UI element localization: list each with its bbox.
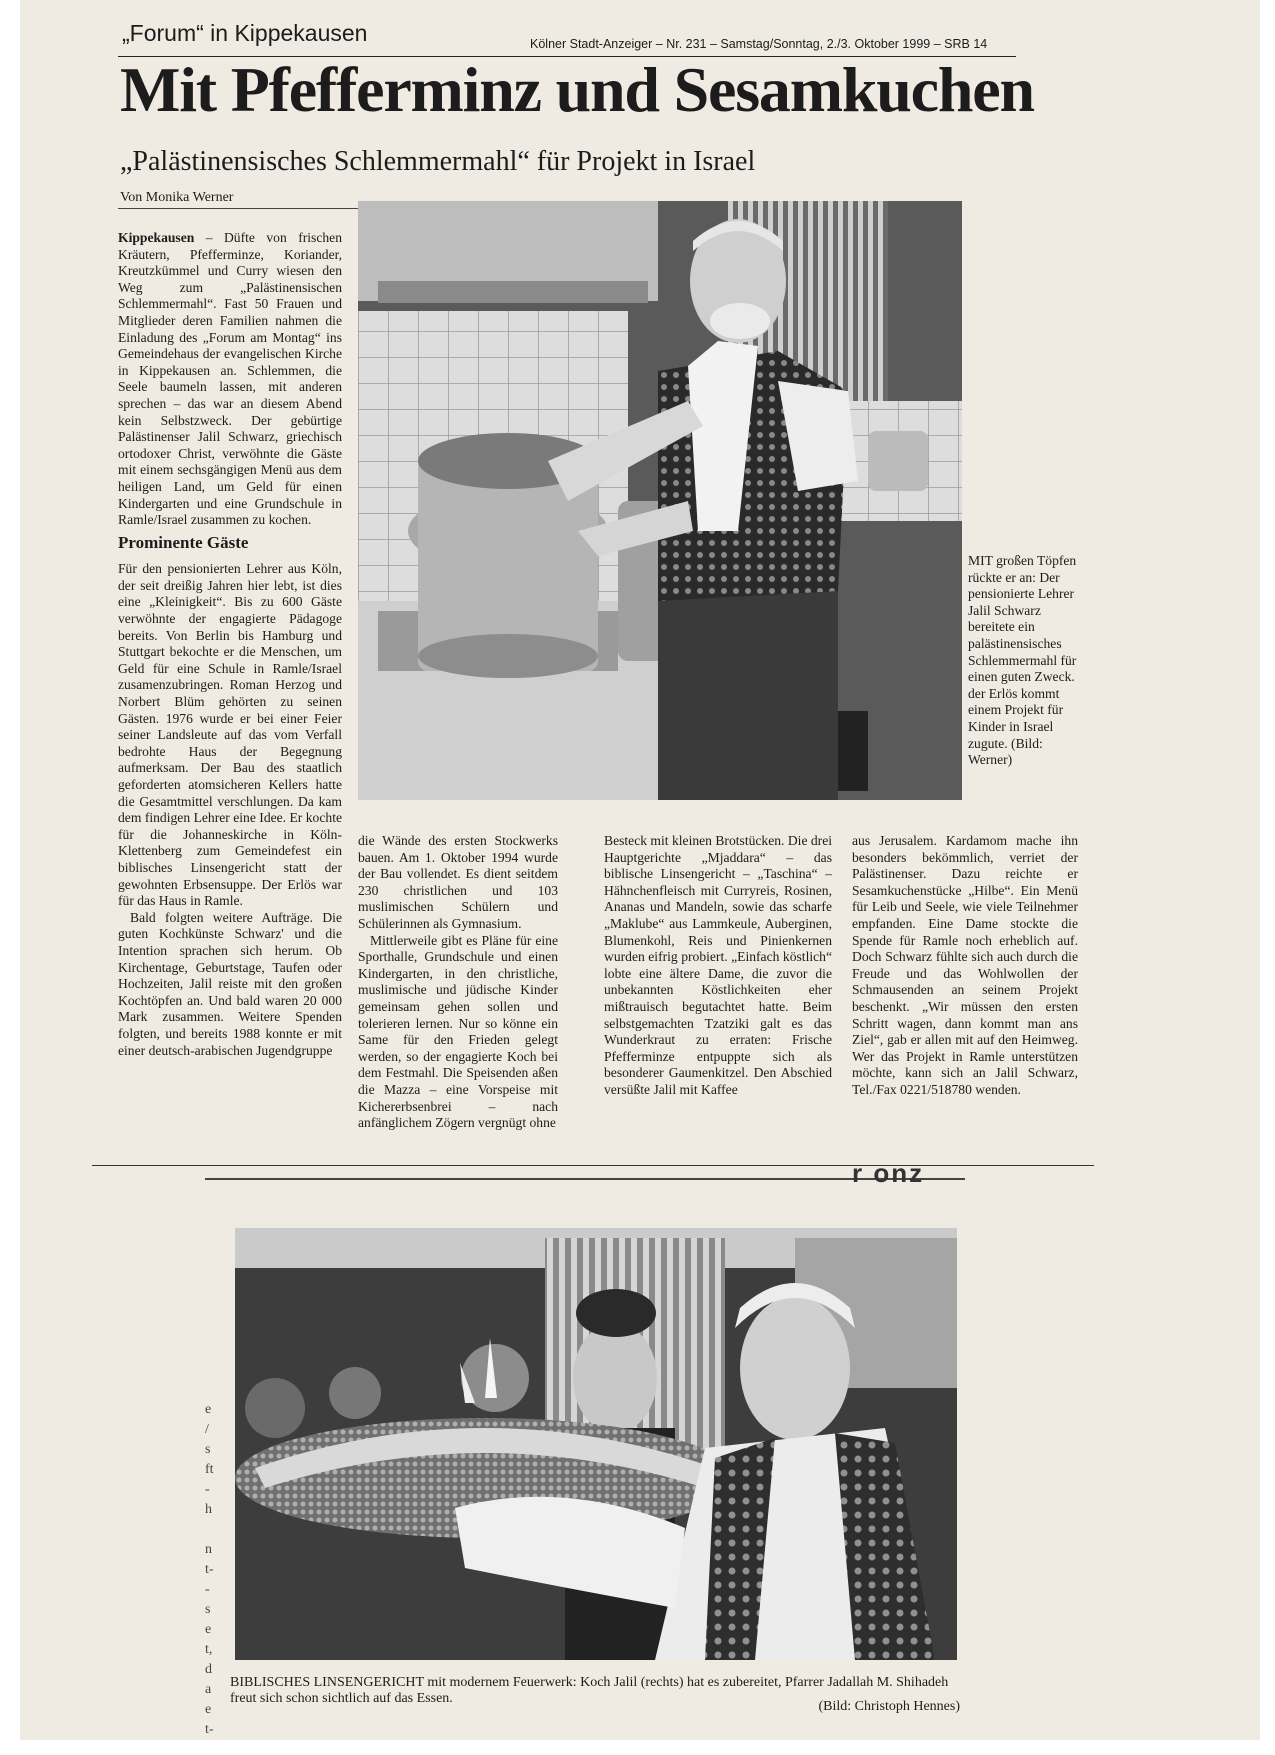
margin-char: n — [205, 1542, 212, 1557]
margin-char: e — [205, 1702, 212, 1717]
paragraph: Mittlerweile gibt es Pläne für eine Sporthalle, Grundschule und einen Kindergarten, in den christliche, muslimische und jüdische Kinder gemeinsam gehen sollen und tolerieren lernen. Nur so könne ein Same für den Frieden gelegt werden, so der engagierte Koch bei dem Festmahl. Die Speisenden aßen die Mazza – eine Vorspeise mit Kichererbsenbrei – nach anfänglichem Zögern vergnügt ohne — [358, 932, 558, 1131]
cut-off-margin-text — [205, 1400, 217, 1740]
article-column-1 — [118, 230, 342, 1059]
paragraph: aus Jerusalem. Kardamom mache ihn besonders bekömmlich, verriet der Palästinenser. Dazu reichte er Sesamkuchenstücke „Hilbe“. Ein Menü für Leib und Seele, wie viele Teilnehmer empfanden. Eine Dame stockte die Spende für Ramle noch erheblich auf. Doch Schwarz fühlte sich auch durch die Freude und das Wohlwollen der Schmausenden an seinem Projekt beschenkt. „Wir müssen den ersten Schritt wagen, dann kommt man ans Ziel“, gab er allen mit auf den Heimweg. Wer das Projekt in Ramle unterstützen möchte, kann sich an Jalil Schwarz, Tel./Fax 0221/518780 wenden. — [852, 833, 1078, 1097]
photo-cook-at-stove — [358, 201, 962, 800]
paragraph: Bald folgten weitere Aufträge. Die guten Kochkünste Schwarz' und die Intention sprachen sich herum. Ob Kirchentage, Geburtstage, Taufen oder Hochzeiten, Jalil reiste mit den großen Kochtöpfen an. Und bald waren 20 000 Mark zusammen. Weitere Spenden folgten, und bereits 1988 konnte er mit einer deutsch-arabischen Jugendgruppe — [118, 909, 342, 1058]
article-column-3 — [604, 833, 832, 1099]
lead-paragraph: – Düfte von frischen Kräutern, Pfefferminze, Koriander, Kreutzkümmel und Curry wiesen den Weg zum „Palästinensischen Schlemmermahl“. Fast 50 Frauen und Mitglieder deren Familien nahmen die Einladung des „Forum am Montag“ ins Gemeindehaus der evangelischen Kirche in Kippekausen an. Schlemmen, die Seele baumeln lassen, mit anderen sprechen – das war an diesem Abend kein Selbstzweck. Der gebürtige Palästinenser Jalil Schwarz, griechisch ortodoxer Christ, verwöhnte die Gäste mit einem sechsgängigen Menü aus dem heiligen Land, um Geld für einen Kindergarten und eine Grundschule in Ramle/Israel zusammen zu kochen. — [118, 230, 342, 528]
paragraph: Für den pensionierten Lehrer aus Köln, der seit dreißig Jahren hier lebt, ist dies eine „Kleinigkeit“. Bis zu 600 Gäste verwöhnte der engagierte Pädagoge bereits. Von Berlin bis Hamburg und Stuttgart bekochte er die Menschen, um Geld für eine Schule in Ramle/Israel zusamenzubringen. Roman Herzog und Norbert Blüm gehörten zu seinen Gästen. 1976 wurde er bei einer Feier seiner Landsleute auf das vom Verfall bedrohte Haus der Begegnung aufmerksam. Der Bau des staatlich geforderten atomsicheren Kellers hatte die Gesamtmittel verschlungen. Da kam dem findigen Lehrer eine Idee. Er kochte für die Johanneskirche in Köln-Klettenberg zum Gemeindefest ein biblisches Linsengericht statt der gewohnten Erbsensuppe. Der Erlös war für das Haus in Ramle. — [118, 561, 342, 909]
margin-char: h — [205, 1502, 212, 1517]
margin-char: e — [205, 1622, 212, 1637]
section-label: „Forum“ in Kippekausen — [122, 20, 368, 46]
margin-char: s — [205, 1442, 211, 1457]
margin-char — [205, 1520, 217, 1540]
margin-char: ft — [205, 1462, 214, 1477]
subheadline: „Palästinensisches Schlemmermahl“ für Projekt in Israel — [120, 146, 756, 177]
margin-char: t- — [205, 1722, 214, 1737]
photo-2-caption — [230, 1675, 960, 1714]
paragraph: Besteck mit kleinen Brotstücken. Die drei Hauptgerichte „Mjaddara“ – das biblische Linsengericht – „Taschina“ – Hähnchenfleisch mit Curryreis, Rosinen, Ananas und Mandeln, sowie das scharfe „Maklube“ aus Lammkeule, Auberginen, Blumenkohl, Reis und Pinienkernen wurden eifrig probiert. „Einfach köstlich“ lobte eine ältere Dame, die zuvor die unbekannten Köstlichkeiten eher mißtrauisch begutachtet hatte. Beim selbstgemachten Tzatziki galt es das Wunderkraut zu erraten: Frische Pfefferminze entpuppte sich als besonderer Gaumenkitzel. Den Abschied versüßte Jalil mit Kaffee — [604, 833, 833, 1097]
caption-text: mit modernem Feuerwerk: Koch Jalil (rechts) hat es zubereitet, Pfarrer Jadallah M. Shihadeh freut sich schon sichtlich auf das Essen. — [230, 1675, 949, 1706]
margin-char: - — [205, 1582, 210, 1597]
margin-char: t, — [205, 1642, 213, 1657]
article-column-4 — [852, 833, 1078, 1099]
margin-char: / — [205, 1422, 209, 1437]
byline: Von Monika Werner — [120, 190, 234, 205]
photo-1-caption — [968, 553, 1078, 769]
separator-rule — [92, 1165, 1094, 1166]
margin-char: e — [205, 1402, 212, 1417]
photo-festive-lentil-dish — [235, 1228, 957, 1660]
publication-info: Kölner Stadt-Anzeiger – Nr. 231 – Samstag/Sonntag, 2./3. Oktober 1999 – SRB 14 — [530, 37, 988, 51]
lead-place: Kippekausen — [118, 230, 195, 245]
caption-text: MIT großen Töpfen rückte er an: Der pensionierte Lehrer Jalil Schwarz bereitete ein palästinensisches Schlemmermahl für einen guten Zweck. der Erlös kommt einem Projekt für Kinder in Israel zugute. — [968, 553, 1077, 751]
subheading: Prominente Gäste — [118, 532, 249, 552]
photo-credit: (Bild: Christoph Hennes) — [818, 1699, 960, 1714]
margin-char: - — [205, 1482, 210, 1497]
paragraph: die Wände des ersten Stockwerks bauen. Am 1. Oktober 1994 wurde der Bau vollendet. Es dient seitdem 230 christlichen und 103 muslimischen Schülern und Schülerinnen als Gymnasium. — [358, 833, 558, 931]
cut-off-heading-fragment: r onz — [852, 1158, 925, 1188]
photo-credit: (Bild: Werner) — [968, 735, 1043, 768]
byline-rule — [118, 208, 360, 209]
margin-char: d — [205, 1662, 212, 1677]
margin-char: s — [205, 1602, 211, 1617]
headline: Mit Pfefferminz und Sesamkuchen — [120, 54, 1034, 125]
margin-char: a — [205, 1682, 212, 1697]
margin-char: t- — [205, 1562, 214, 1577]
caption-lead: BIBLISCHES LINSENGERICHT — [230, 1675, 424, 1690]
separator-rule-lower — [205, 1178, 965, 1180]
article-column-2 — [358, 833, 558, 1132]
